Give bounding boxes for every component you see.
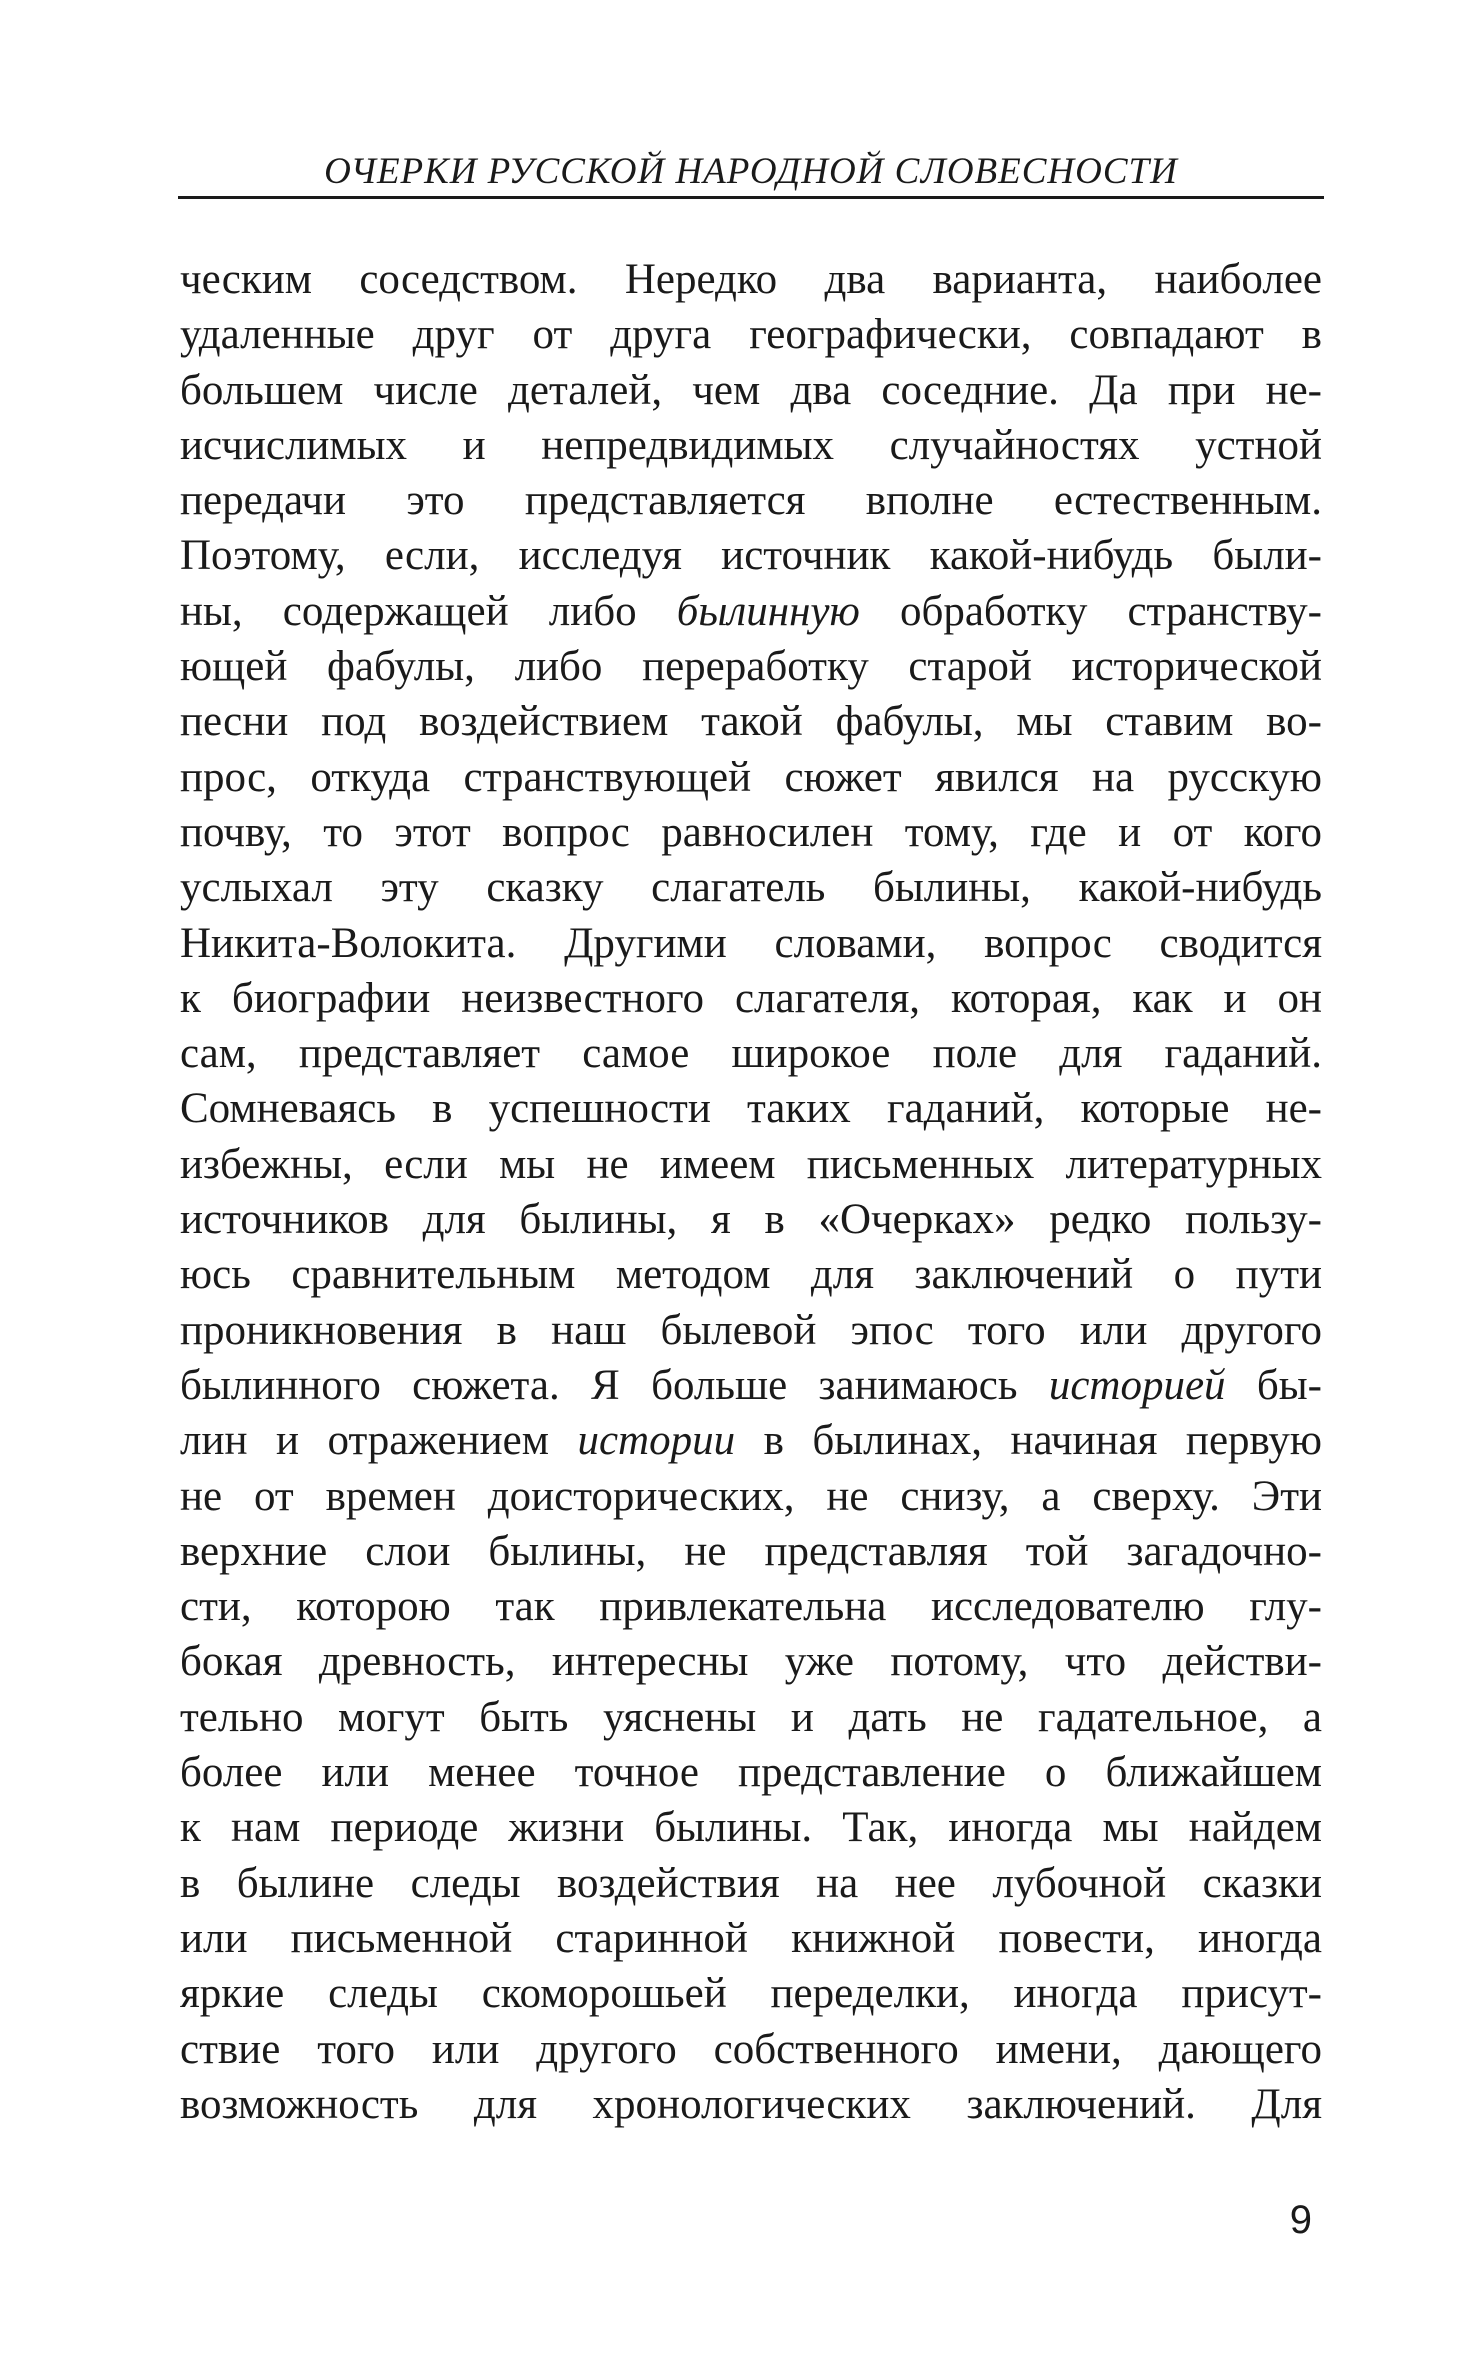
text-line — [180, 1690, 1322, 1745]
text-segment: Сомневаясь в успешности таких гаданий, которые не- — [180, 1085, 1322, 1133]
text-segment: проникновения в наш былевой эпос того или другого — [180, 1306, 1322, 1354]
text-line — [180, 1081, 1322, 1136]
italic-text: историей — [1048, 1361, 1226, 1409]
text-segment: лин и отражением — [180, 1417, 578, 1465]
text-segment: источников для былины, я в «Очерках» редко пользу- — [180, 1196, 1322, 1244]
text-line — [180, 1358, 1322, 1413]
text-segment: избежны, если мы не имеем письменных литературных — [180, 1140, 1322, 1188]
text-segment: Поэтому, если, исследуя источник какой-нибудь были- — [180, 532, 1322, 580]
text-line — [180, 1745, 1322, 1800]
text-segment: верхние слои былины, не представляя той загадочно- — [180, 1527, 1322, 1575]
text-line — [180, 1026, 1322, 1081]
text-segment: передачи это представляется вполне естественным. — [180, 477, 1322, 525]
text-line — [180, 473, 1322, 528]
text-segment: прос, откуда странствующей сюжет явился на русскую — [180, 753, 1322, 801]
text-segment: к нам периоде жизни былины. Так, иногда мы найдем — [180, 1804, 1322, 1852]
text-segment: сам, представляет самое широкое поле для гаданий. — [180, 1030, 1322, 1078]
text-line — [180, 2077, 1322, 2132]
text-segment: тельно могут быть уяснены и дать не гадательное, а — [180, 1693, 1322, 1741]
text-line — [180, 307, 1322, 362]
text-line — [180, 1192, 1322, 1247]
text-line — [180, 1137, 1322, 1192]
text-line — [180, 2022, 1322, 2077]
text-segment: не от времен доисторических, не снизу, а сверху. Эти — [180, 1472, 1322, 1520]
italic-text: былинную — [676, 587, 860, 635]
text-line — [180, 750, 1322, 805]
text-line — [180, 418, 1322, 473]
text-segment: бы- — [1225, 1361, 1322, 1409]
text-line — [180, 805, 1322, 860]
text-segment: сти, которою так привлекательна исследователю глу- — [180, 1583, 1322, 1631]
text-line — [180, 694, 1322, 749]
text-segment: к биографии неизвестного слагателя, которая, как и он — [180, 974, 1322, 1022]
text-line — [180, 1966, 1322, 2021]
text-segment: ющей фабулы, либо переработку старой исторической — [180, 643, 1322, 691]
body-text — [180, 252, 1322, 2132]
text-segment: исчислимых и непредвидимых случайностях устной — [180, 421, 1322, 469]
text-line — [180, 252, 1322, 307]
italic-text: истории — [577, 1417, 736, 1465]
text-segment: большем числе деталей, чем два соседние. Да при не- — [180, 366, 1322, 414]
text-line — [180, 528, 1322, 583]
text-segment: почву, то этот вопрос равносилен тому, где и от кого — [180, 808, 1322, 856]
text-segment: яркие следы скоморошьей переделки, иногда присут- — [180, 1970, 1322, 2018]
text-segment: в былине следы воздействия на нее лубочной сказки — [180, 1859, 1322, 1907]
text-segment: песни под воздействием такой фабулы, мы ставим во- — [180, 698, 1322, 746]
text-segment: юсь сравнительным методом для заключений о пути — [180, 1251, 1322, 1299]
text-line — [180, 1856, 1322, 1911]
text-segment: бокая древность, интересны уже потому, что действи- — [180, 1638, 1322, 1686]
text-segment: или письменной старинной книжной повести, иногда — [180, 1914, 1322, 1962]
text-segment: в былинах, начиная первую — [735, 1417, 1322, 1465]
text-segment: былинного сюжета. Я больше занимаюсь — [180, 1361, 1049, 1409]
text-line — [180, 1911, 1322, 1966]
text-line — [180, 971, 1322, 1026]
text-line — [180, 1579, 1322, 1634]
page-number: 9 — [1289, 2198, 1312, 2242]
text-line — [180, 1634, 1322, 1689]
text-segment: услыхал эту сказку слагатель былины, какой-нибудь — [180, 864, 1322, 912]
text-line — [180, 916, 1322, 971]
text-line — [180, 1800, 1322, 1855]
text-line — [180, 363, 1322, 418]
text-line — [180, 1413, 1322, 1468]
text-line — [180, 639, 1322, 694]
text-line — [180, 584, 1322, 639]
text-segment: более или менее точное представление о ближайшем — [180, 1749, 1322, 1797]
text-line — [180, 1247, 1322, 1302]
text-segment: возможность для хронологических заключений. Для — [180, 2080, 1322, 2128]
text-line — [180, 1469, 1322, 1524]
text-line — [180, 1303, 1322, 1358]
text-segment: обработку странству- — [859, 587, 1322, 635]
text-segment: ны, содержащей либо — [180, 587, 677, 635]
text-line — [180, 860, 1322, 915]
header-rule — [178, 196, 1324, 199]
running-head-title: ОЧЕРКИ РУССКОЙ НАРОДНОЙ СЛОВЕСНОСТИ — [324, 151, 1178, 192]
text-segment: ствие того или другого собственного имени, дающего — [180, 2025, 1322, 2073]
text-segment: удаленные друг от друга географически, совпадают в — [180, 311, 1322, 359]
text-line — [180, 1524, 1322, 1579]
text-segment: ческим соседством. Нередко два варианта, наиболее — [180, 256, 1322, 303]
text-segment: Никита-Волокита. Другими словами, вопрос сводится — [180, 919, 1322, 967]
